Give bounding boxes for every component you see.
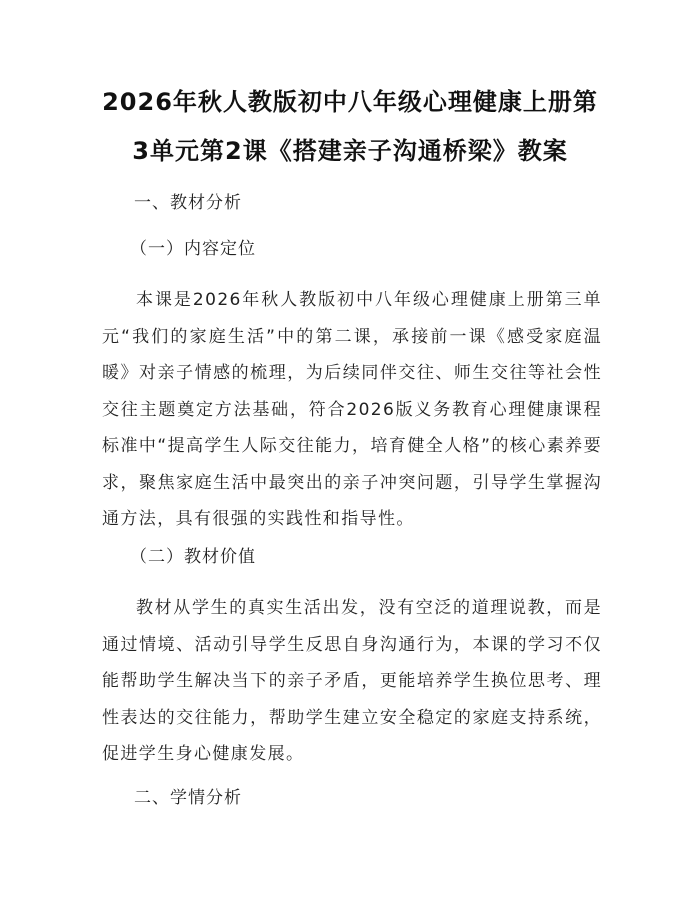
subsection-heading-material-value: （二）教材价值 bbox=[130, 547, 256, 567]
paragraph-content-positioning: 本课是2026年秋人教版初中八年级心理健康上册第三单元“我们的家庭生活”中的第二课，承接前一课《感受家庭温暖》对亲子情感的梳理，为后续同伴交往、师生交往等社会性交往主题奠定方法基础，符合2026版义务教育心理健康课程标准中“提高学生人际交往能力，培育健全人格”的核心素养要求，聚焦家庭生活中最突出的亲子冲突问题，引导学生掌握沟通方法，具有很强的实践性和指导性。 bbox=[102, 290, 602, 529]
section-heading-student-analysis: 二、学情分析 bbox=[134, 788, 242, 808]
paragraph-material-value: 教材从学生的真实生活出发，没有空泛的道理说教，而是通过情境、活动引导学生反思自身沟通行为，本课的学习不仅能帮助学生解决当下的亲子矛盾，更能培养学生换位思考、理性表达的交往能力，帮助学生建立安全稳定的家庭支持系统，促进学生身心健康发展。 bbox=[102, 598, 602, 764]
section-heading-teaching-material-analysis: 一、教材分析 bbox=[134, 193, 242, 213]
document-title-line-2: 3单元第2课《搭建亲子沟通桥梁》教案 bbox=[132, 137, 568, 165]
subsection-heading-content-positioning: （一）内容定位 bbox=[130, 239, 256, 259]
document-title-line-1: 2026年秋人教版初中八年级心理健康上册第 bbox=[102, 88, 598, 116]
